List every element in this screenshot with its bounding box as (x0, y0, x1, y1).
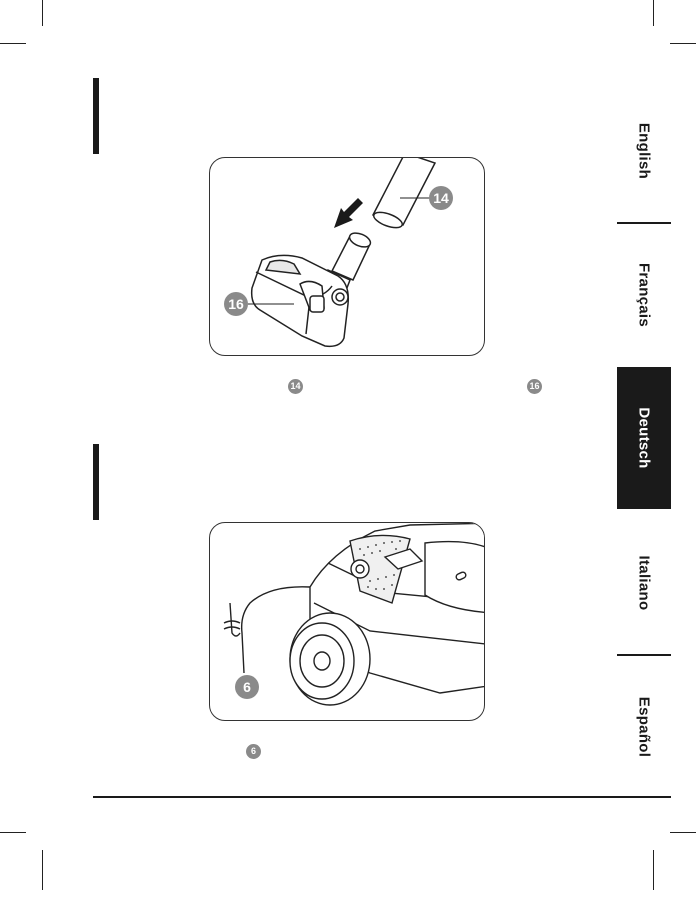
crop-mark (670, 832, 696, 833)
crop-mark (42, 850, 43, 890)
section-marker-bar (93, 444, 99, 520)
tab-label: English (635, 122, 653, 180)
inline-ref-6: 6 (246, 744, 261, 759)
crop-mark (653, 850, 654, 890)
crop-mark (0, 43, 26, 44)
nozzle-attach-illustration (210, 158, 484, 355)
svg-text:16: 16 (228, 296, 244, 312)
svg-text:6: 6 (243, 679, 251, 695)
vacuum-cord-illustration (210, 523, 484, 720)
tab-italiano[interactable] (617, 512, 671, 654)
crop-mark (42, 0, 43, 26)
tab-espanol[interactable] (617, 656, 671, 798)
tab-label: Français (635, 262, 653, 328)
svg-text:14: 14 (433, 190, 449, 206)
crop-mark (0, 832, 26, 833)
callout-6 (235, 675, 259, 699)
inline-ref-14: 14 (288, 379, 303, 394)
tab-francais[interactable] (617, 224, 671, 366)
footer-rule (93, 796, 671, 798)
crop-mark (670, 43, 696, 44)
crop-mark (653, 0, 654, 26)
figure-cord-unwind (209, 522, 485, 721)
tab-deutsch[interactable] (617, 367, 671, 509)
tab-english[interactable] (617, 80, 671, 222)
section-marker-bar (93, 78, 99, 154)
tab-label: Español (635, 696, 653, 758)
insert-arrow-icon (334, 198, 363, 228)
tab-label: Deutsch (635, 407, 653, 469)
tab-label: Italiano (635, 555, 653, 611)
inline-ref-16: 16 (527, 379, 542, 394)
callout-14 (429, 186, 453, 210)
figure-nozzle-attach (209, 157, 485, 356)
callout-16 (224, 292, 248, 316)
